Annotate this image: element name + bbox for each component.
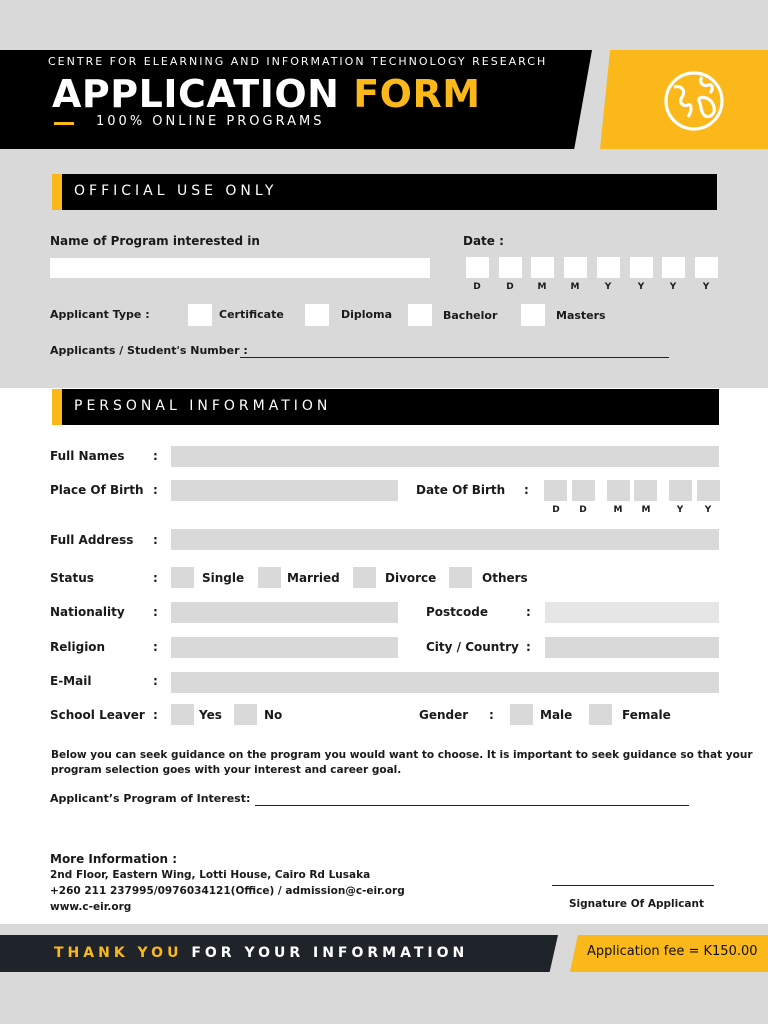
city-country-label: City / Country (426, 640, 519, 654)
colon: : (153, 708, 158, 722)
no-label: No (264, 708, 283, 722)
certificate-label: Certificate (219, 308, 284, 321)
subtitle-dash (54, 122, 74, 125)
dob-box[interactable] (697, 480, 720, 501)
colon: : (489, 708, 494, 722)
dob-letter: D (579, 505, 587, 515)
date-letter: D (506, 282, 514, 292)
school-leaver-label: School Leaver (50, 708, 145, 722)
religion-field[interactable] (171, 637, 398, 658)
email-field[interactable] (171, 672, 719, 693)
male-checkbox[interactable] (510, 704, 533, 725)
footer-message (54, 945, 468, 961)
email-label: E-Mail (50, 674, 92, 688)
dob-letter: M (613, 505, 623, 515)
single-label: Single (202, 571, 245, 585)
colon: : (526, 640, 531, 654)
dob-letter: M (641, 505, 651, 515)
colon: : (153, 605, 158, 619)
date-letter: Y (637, 282, 645, 292)
contact-website: www.c-eir.org (50, 901, 132, 913)
yes-checkbox[interactable] (171, 704, 194, 725)
divorce-checkbox[interactable] (353, 567, 376, 588)
date-box[interactable] (499, 257, 522, 278)
nationality-label: Nationality (50, 605, 125, 619)
religion-label: Religion (50, 640, 106, 654)
place-of-birth-field[interactable] (171, 480, 398, 501)
guidance-line-2: program selection goes with your interest and career goal. (51, 764, 402, 776)
masters-label: Masters (556, 309, 606, 322)
dob-box[interactable] (544, 480, 567, 501)
student-number-label: Applicants / Student's Number : (50, 344, 248, 357)
colon: : (524, 483, 529, 497)
masters-checkbox[interactable] (521, 304, 545, 326)
contact-phone-email: +260 211 237995/0976034121(Office) / admission@c-eir.org (50, 885, 405, 897)
status-label: Status (50, 571, 94, 585)
male-label: Male (540, 708, 573, 722)
city-country-field[interactable] (545, 637, 719, 658)
gender-label: Gender (419, 708, 469, 722)
application-fee: Application fee = K150.00 (587, 944, 758, 959)
dob-letter: Y (704, 505, 712, 515)
colon: : (153, 640, 158, 654)
official-use-title: OFFICIAL USE ONLY (74, 183, 278, 199)
program-name-field[interactable] (50, 258, 430, 278)
colon: : (153, 449, 158, 463)
dob-box[interactable] (669, 480, 692, 501)
female-checkbox[interactable] (589, 704, 612, 725)
program-name-label: Name of Program interested in (50, 234, 260, 248)
yes-label: Yes (199, 708, 222, 722)
signature-label: Signature Of Applicant (569, 898, 704, 910)
bachelor-checkbox[interactable] (408, 304, 432, 326)
date-box[interactable] (630, 257, 653, 278)
full-address-field[interactable] (171, 529, 719, 550)
page-subtitle: 100% ONLINE PROGRAMS (96, 114, 325, 129)
date-box[interactable] (662, 257, 685, 278)
date-letter: M (570, 282, 580, 292)
diploma-label: Diploma (341, 308, 392, 321)
single-checkbox[interactable] (171, 567, 194, 588)
dob-box[interactable] (607, 480, 630, 501)
contact-details (50, 867, 405, 915)
title-accent: FORM (353, 72, 481, 116)
colon: : (526, 605, 531, 619)
date-letter: Y (669, 282, 677, 292)
colon: : (153, 571, 158, 585)
certificate-checkbox[interactable] (188, 304, 212, 326)
married-label: Married (287, 571, 340, 585)
footer-rest: FOR YOUR INFORMATION (191, 945, 469, 961)
guidance-line-1: Below you can seek guidance on the program you would want to choose. It is important to seek guidance so that your (51, 749, 753, 761)
full-address-label: Full Address (50, 533, 134, 547)
date-box[interactable] (466, 257, 489, 278)
footer-thank-you: THANK YOU (54, 945, 183, 961)
date-letter: Y (702, 282, 710, 292)
date-letter: M (537, 282, 547, 292)
date-letter: D (473, 282, 481, 292)
colon: : (153, 674, 158, 688)
others-label: Others (482, 571, 528, 585)
globe-icon (662, 69, 726, 133)
nationality-field[interactable] (171, 602, 398, 623)
contact-address: 2nd Floor, Eastern Wing, Lotti House, Cairo Rd Lusaka (50, 869, 371, 881)
personal-info-section-header (52, 389, 719, 425)
others-checkbox[interactable] (449, 567, 472, 588)
colon: : (153, 483, 158, 497)
diploma-checkbox[interactable] (305, 304, 329, 326)
no-checkbox[interactable] (234, 704, 257, 725)
divorce-label: Divorce (385, 571, 437, 585)
program-of-interest-label: Applicant’s Program of Interest: (50, 792, 251, 805)
dob-box[interactable] (634, 480, 657, 501)
female-label: Female (622, 708, 671, 722)
program-of-interest-line[interactable] (255, 805, 689, 806)
postcode-field[interactable] (545, 602, 719, 623)
dob-letter: Y (676, 505, 684, 515)
personal-info-title: PERSONAL INFORMATION (74, 398, 332, 414)
colon: : (153, 533, 158, 547)
title-main: APPLICATION (52, 72, 340, 116)
date-label: Date : (463, 234, 504, 248)
guidance-text (51, 748, 753, 778)
full-names-label: Full Names (50, 449, 125, 463)
date-box[interactable] (531, 257, 554, 278)
place-of-birth-label: Place Of Birth (50, 483, 144, 497)
signature-line[interactable] (552, 885, 714, 886)
page-title (52, 72, 481, 116)
dob-box[interactable] (572, 480, 595, 501)
applicant-type-label: Applicant Type : (50, 308, 150, 321)
date-box[interactable] (597, 257, 620, 278)
organization-name: CENTRE FOR ELEARNING AND INFORMATION TECHNOLOGY RESEARCH (48, 55, 548, 68)
date-of-birth-label: Date Of Birth (416, 483, 506, 497)
full-names-field[interactable] (171, 446, 719, 467)
date-box[interactable] (564, 257, 587, 278)
official-use-section-header (52, 174, 717, 210)
married-checkbox[interactable] (258, 567, 281, 588)
more-info-heading: More Information : (50, 852, 178, 866)
student-number-line[interactable] (240, 357, 669, 358)
date-letter: Y (604, 282, 612, 292)
postcode-label: Postcode (426, 605, 489, 619)
date-box[interactable] (695, 257, 718, 278)
bachelor-label: Bachelor (443, 309, 498, 322)
dob-letter: D (552, 505, 560, 515)
